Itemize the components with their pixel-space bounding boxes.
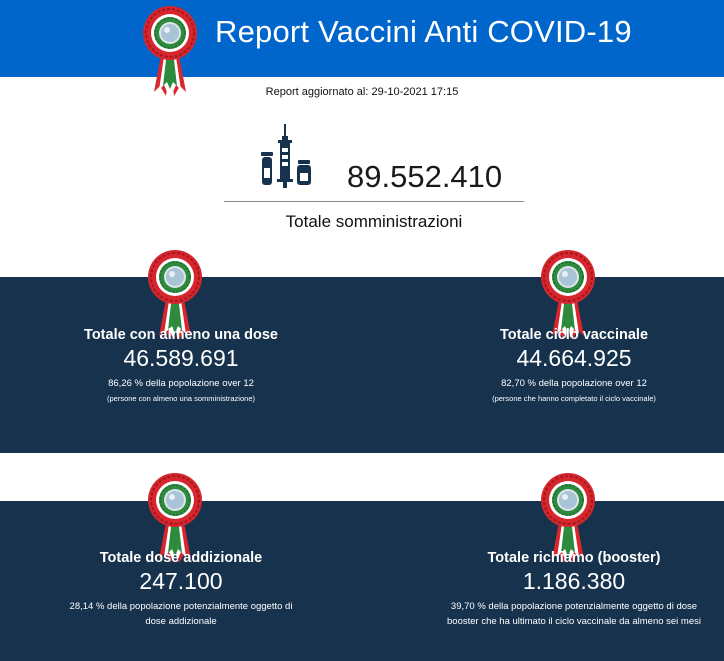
card-title: Totale dose addizionale xyxy=(99,550,263,566)
vaccine-vials-icon xyxy=(259,124,313,188)
total-administrations-value: 89.552.410 xyxy=(347,159,503,194)
report-updated-text: Report aggiornato al: 29-10-2021 17:15 xyxy=(265,86,459,98)
card-value: 1.186.380 xyxy=(522,568,626,594)
card-title: Totale richiamo (booster) xyxy=(487,550,661,566)
card-note: (persone che hanno completato il ciclo vaccinale) xyxy=(492,394,656,403)
card-value: 46.589.691 xyxy=(123,345,239,371)
card-note: (persone con almeno una somministrazione) xyxy=(107,394,255,403)
card-percentage: 28,14 % della popolazione potenzialmente oggetto di dose addizionale xyxy=(69,601,293,627)
card-percentage: 82,70 % della popolazione over 12 xyxy=(501,378,647,389)
card-title: Totale ciclo vaccinale xyxy=(499,327,649,343)
header-bar xyxy=(0,0,724,77)
card-booster xyxy=(393,550,724,629)
card-percentage: 86,26 % della popolazione over 12 xyxy=(108,378,254,389)
card-first-dose xyxy=(0,327,362,403)
card-value: 44.664.925 xyxy=(516,345,632,371)
card-full-cycle xyxy=(393,327,724,403)
divider xyxy=(224,201,524,202)
card-value: 247.100 xyxy=(139,568,223,594)
card-percentage: 39,70 % della popolazione potenzialmente oggetto di dose booster che ha ultimato il ciclo vaccinale da almeno sei mesi xyxy=(447,601,701,627)
total-administrations-label: Totale somministrazioni xyxy=(285,212,463,231)
card-title: Totale con almeno una dose xyxy=(84,327,278,343)
page-title: Report Vaccini Anti COVID-19 xyxy=(215,14,632,49)
card-additional-dose xyxy=(0,550,362,629)
